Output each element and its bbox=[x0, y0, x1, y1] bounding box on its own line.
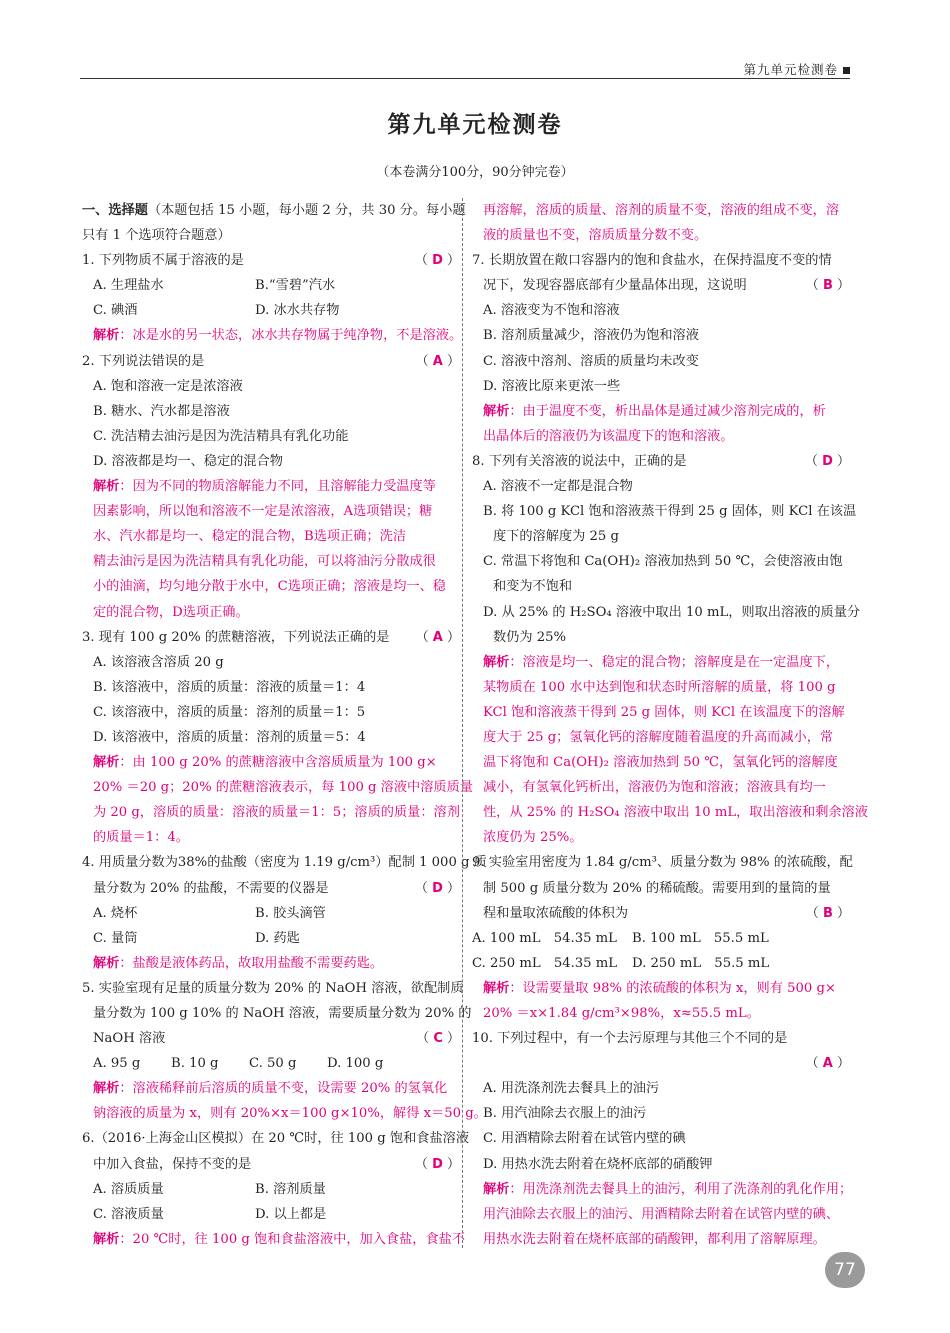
page-title: 第九单元检测卷 bbox=[387, 112, 563, 138]
explanation bbox=[82, 474, 460, 499]
option: B.“雪碧”汽水 bbox=[255, 278, 336, 294]
explanation-text: 钠溶液的质量为 x，则有 20%×x＝100 g×10%，解得 x＝50 g。 bbox=[93, 1106, 487, 1122]
answer-letter: D bbox=[432, 253, 443, 269]
explanation-text: 性，从 25% 的 H₂SO₄ 溶液中取出 10 mL，取出溶液和剩余溶液 bbox=[483, 805, 868, 821]
question-stem bbox=[82, 850, 487, 875]
answer-bracket: （ D ） bbox=[414, 1156, 460, 1172]
question-text: 程和量取浓硫酸的体积为 bbox=[483, 905, 629, 921]
option: A. 烧杯 bbox=[93, 905, 138, 921]
answer-bracket: （ D ） bbox=[414, 253, 460, 269]
explanation-text: ：溶液是均一、稳定的混合物；溶解度是在一定温度下， bbox=[509, 654, 840, 670]
answer-letter: B bbox=[822, 905, 833, 921]
explanation-text: ：盐酸是液体药品，故取用盐酸不需要药匙。 bbox=[119, 955, 384, 971]
option: A. 该溶液含溶质 20 g bbox=[93, 654, 224, 670]
page-subtitle: （本卷满分100分，90分钟完卷） bbox=[376, 165, 574, 180]
answer-bracket: （ B ） bbox=[805, 278, 850, 294]
square-icon bbox=[843, 67, 850, 74]
question-stem bbox=[82, 1026, 460, 1051]
explanation-text: 度大于 25 g；氢氧化钙的溶解度随着温度的升高而减小，常 bbox=[483, 729, 834, 745]
option-row bbox=[82, 926, 460, 951]
question-stem bbox=[82, 976, 464, 1001]
option: D. 用热水洗去附着在烧杯底部的硝酸钾 bbox=[483, 1156, 713, 1172]
option: A. 溶液不一定都是混合物 bbox=[483, 479, 633, 495]
answer-letter: A bbox=[432, 629, 443, 645]
explanation bbox=[82, 1076, 460, 1101]
question-stem bbox=[82, 1126, 470, 1151]
question-text: 6.（2016·上海金山区模拟）在 20 ℃时，往 100 g 饱和食盐溶液 bbox=[82, 1131, 470, 1147]
explanation-text: 小的油滴，均匀地分散于水中，C选项正确；溶液是均一、稳 bbox=[93, 579, 446, 595]
option: D. 以上都是 bbox=[255, 1206, 327, 1222]
option: C. 碘酒 bbox=[93, 303, 138, 319]
option: C. 该溶液中，溶质的质量：溶剂的质量＝1：5 bbox=[93, 704, 366, 720]
explanation-label: 解析 bbox=[93, 755, 120, 771]
question-stem bbox=[82, 625, 460, 650]
option: B. 胶头滴管 bbox=[255, 905, 326, 921]
option: C. 50 g bbox=[249, 1056, 297, 1072]
explanation bbox=[472, 976, 850, 1001]
question-text: 4. 用质量分数为38%的盐酸（密度为 1.19 g/cm³）配制 1 000 g 质 bbox=[82, 855, 487, 871]
explanation-text: ：由于温度不变，析出晶体是通过减少溶剂完成的，析 bbox=[509, 403, 826, 419]
answer-bracket: （ D ） bbox=[414, 880, 460, 896]
explanation-text: ：20 ℃时，往 100 g 饱和食盐溶液中，加入食盐，食盐不 bbox=[119, 1231, 466, 1247]
option: B. 用汽油除去衣服上的油污 bbox=[483, 1106, 647, 1122]
explanation-text: 定的混合物，D选项正确。 bbox=[93, 604, 249, 620]
option: B. 溶剂质量 bbox=[255, 1181, 326, 1197]
option: C. 溶液质量 bbox=[93, 1206, 164, 1222]
explanation-text: ：因为不同的物质溶解能力不同，且溶解能力受温度等 bbox=[119, 479, 436, 495]
question-stem bbox=[82, 876, 460, 901]
explanation-text: 20% ＝20 g；20% 的蔗糖溶液表示，每 100 g 溶液中溶质质量 bbox=[93, 780, 473, 796]
question-text: 5. 实验室现有足量的质量分数为 20% 的 NaOH 溶液，欲配制质 bbox=[82, 980, 464, 996]
option: A. 溶质质量 bbox=[93, 1181, 164, 1197]
option-row bbox=[82, 1177, 460, 1202]
explanation-text: 减小，有氢氧化钙析出，溶液仍为饱和溶液；溶液具有均一 bbox=[483, 780, 826, 796]
explanation-text: ：溶液稀释前后溶质的质量不变，设需要 20% 的氢氧化 bbox=[119, 1081, 448, 1097]
question-stem bbox=[472, 876, 850, 901]
option: C. 250 mL 54.35 mL bbox=[472, 955, 618, 971]
explanation-text: 温下将饱和 Ca(OH)₂ 溶液加热到 50 ℃，氢氧化钙的溶解度 bbox=[483, 755, 838, 771]
explanation-label: 解析 bbox=[483, 403, 510, 419]
explanation-text: 水、汽水都是均一、稳定的混合物，B选项正确；洗洁 bbox=[93, 529, 407, 545]
option: A. 生理盐水 bbox=[93, 278, 164, 294]
option-row bbox=[82, 298, 460, 323]
answer-bracket: （ D ） bbox=[804, 453, 850, 469]
explanation-label: 解析 bbox=[483, 1181, 510, 1197]
explanation-label: 解析 bbox=[93, 955, 120, 971]
explanation-text: 液的质量也不变，溶质质量分数不变。 bbox=[483, 228, 708, 244]
option: D. 250 mL 55.5 mL bbox=[632, 955, 770, 971]
explanation-text: ：由 100 g 20% 的蔗糖溶液中含溶质质量为 100 g× bbox=[119, 755, 437, 771]
question-text: 2. 下列说法错误的是 bbox=[82, 353, 205, 369]
option: D. 溶液比原来更浓一些 bbox=[483, 378, 621, 394]
question-stem bbox=[472, 248, 850, 273]
question-stem bbox=[82, 1001, 472, 1026]
option-row bbox=[82, 1051, 460, 1076]
explanation-label: 解析 bbox=[483, 654, 510, 670]
option-row bbox=[472, 926, 850, 951]
option: B. 糖水、汽水都是溶液 bbox=[93, 403, 230, 419]
question-text: 量分数为 100 g 10% 的 NaOH 溶液，需要质量分数为 20% 的 bbox=[93, 1006, 472, 1021]
explanation-text: 20% ＝x×1.84 g/cm³×98%，x≈55.5 mL。 bbox=[483, 1006, 760, 1021]
answer-bracket: （ C ） bbox=[416, 1031, 460, 1047]
explanation-text: 再溶解，溶质的质量、溶剂的质量不变，溶液的组成不变，溶 bbox=[483, 203, 840, 218]
answer-letter: A bbox=[822, 1056, 833, 1072]
question-text: 况下，发现容器底部有少量晶体出现，这说明 bbox=[483, 278, 747, 294]
option: C. 常温下将饱和 Ca(OH)₂ 溶液加热到 50 ℃，会使溶液由饱 bbox=[483, 554, 843, 570]
explanation bbox=[472, 650, 850, 675]
explanation-label: 解析 bbox=[93, 1231, 120, 1247]
question-text: 7. 长期放置在敞口容器内的饱和食盐水，在保持温度不变的情 bbox=[472, 253, 832, 269]
option: B. 100 mL 55.5 mL bbox=[632, 930, 769, 946]
option: D. 100 g bbox=[327, 1056, 384, 1072]
option: D. 溶液都是均一、稳定的混合物 bbox=[93, 453, 283, 469]
option: C. 洗洁精去油污是因为洗洁精具有乳化功能 bbox=[93, 428, 349, 444]
option: B. 溶剂质量减少，溶液仍为饱和溶液 bbox=[483, 328, 699, 344]
question-stem bbox=[82, 349, 460, 374]
answer-letter: B bbox=[822, 278, 833, 294]
option: B. 该溶液中，溶质的质量：溶液的质量＝1：4 bbox=[93, 679, 366, 695]
option: D. 从 25% 的 H₂SO₄ 溶液中取出 10 mL，则取出溶液的质量分 bbox=[483, 604, 861, 620]
answer-bracket: （ A ） bbox=[415, 353, 460, 369]
explanation-text: 浓度仍为 25%。 bbox=[483, 830, 583, 846]
header-title: 第九单元检测卷 bbox=[743, 60, 850, 78]
option: C. 用酒精除去附着在试管内壁的碘 bbox=[483, 1131, 686, 1147]
question-stem bbox=[472, 901, 850, 926]
option-row bbox=[82, 901, 460, 926]
option: A. 95 g bbox=[93, 1056, 141, 1072]
question-stem bbox=[82, 248, 460, 273]
question-text: 8. 下列有关溶液的说法中，正确的是 bbox=[472, 453, 687, 469]
question-text: 中加入食盐，保持不变的是 bbox=[93, 1156, 252, 1172]
option-row bbox=[82, 1202, 460, 1227]
option: A. 饱和溶液一定是浓溶液 bbox=[93, 378, 243, 394]
question-text: 1. 下列物质不属于溶液的是 bbox=[82, 253, 244, 269]
question-text: 3. 现有 100 g 20% 的蔗糖溶液，下列说法正确的是 bbox=[82, 629, 390, 645]
option: A. 100 mL 54.35 mL bbox=[472, 930, 617, 946]
explanation-text: 用汽油除去衣服上的油污、用酒精除去附着在试管内壁的碘、 bbox=[483, 1206, 840, 1222]
question-text: 制 500 g 质量分数为 20% 的稀硫酸。需要用到的量筒的量 bbox=[483, 880, 831, 896]
explanation-text: 的质量＝1：4。 bbox=[93, 830, 189, 846]
section-heading bbox=[82, 198, 466, 223]
explanation-label: 解析 bbox=[483, 980, 510, 996]
question-stem bbox=[472, 273, 850, 298]
explanation bbox=[82, 1227, 466, 1252]
explanation-text: 为 20 g，溶质的质量：溶液的质量＝1：5；溶质的质量：溶剂 bbox=[93, 805, 460, 821]
explanation-label: 解析 bbox=[93, 479, 120, 495]
option: B. 10 g bbox=[171, 1056, 219, 1072]
section-label: 一、选择题 bbox=[82, 203, 148, 218]
question-text: 9. 实验室用密度为 1.84 g/cm³、质量分数为 98% 的浓硫酸，配 bbox=[472, 855, 853, 871]
answer-letter: C bbox=[433, 1031, 443, 1047]
explanation-text: 因素影响，所以饱和溶液不一定是浓溶液，A选项错误；糖 bbox=[93, 504, 433, 520]
question-stem bbox=[472, 449, 850, 474]
explanation bbox=[472, 399, 850, 424]
answer-letter: D bbox=[432, 880, 443, 896]
explanation-text: ：用洗涤剂洗去餐具上的油污，利用了洗涤剂的乳化作用； bbox=[509, 1181, 853, 1197]
instruction-text: 只有 1 个选项符合题意） bbox=[82, 228, 231, 244]
question-text: 10. 下列过程中，有一个去污原理与其他三个不同的是 bbox=[472, 1031, 788, 1047]
option: D. 冰水共存物 bbox=[255, 303, 340, 319]
option-continuation: 数仍为 25% bbox=[493, 629, 567, 645]
question-text: NaOH 溶液 bbox=[93, 1031, 166, 1047]
option: D. 药匙 bbox=[255, 930, 300, 946]
option: A. 溶液变为不饱和溶液 bbox=[483, 303, 620, 319]
explanation-text: 用热水洗去附着在烧杯底部的硝酸钾，都利用了溶解原理。 bbox=[483, 1231, 826, 1247]
explanation-text: ：设需要量取 98% 的浓硫酸的体积为 x，则有 500 g× bbox=[509, 980, 836, 996]
explanation-label: 解析 bbox=[93, 1081, 120, 1097]
explanation-text: KCl 饱和溶液蒸干得到 25 g 固体，则 KCl 在该温度下的溶解 bbox=[483, 704, 845, 720]
answer-letter: D bbox=[822, 453, 833, 469]
option: D. 该溶液中，溶质的质量：溶剂的质量＝5：4 bbox=[93, 729, 366, 745]
option: B. 将 100 g KCl 饱和溶液蒸干得到 25 g 固体，则 KCl 在该温 bbox=[483, 504, 857, 520]
explanation-text: 出晶体后的溶液仍为该温度下的饱和溶液。 bbox=[483, 428, 734, 444]
option: A. 用洗涤剂洗去餐具上的油污 bbox=[483, 1081, 660, 1097]
explanation bbox=[82, 951, 460, 976]
option: C. 量筒 bbox=[93, 930, 138, 946]
explanation-text: ：冰是水的另一状态，冰水共存物属于纯净物，不是溶液。 bbox=[119, 328, 463, 344]
answer-line bbox=[472, 1051, 850, 1076]
explanation bbox=[472, 1177, 853, 1202]
explanation-label: 解析 bbox=[93, 328, 120, 344]
explanation-text: 某物质在 100 水中达到饱和状态时所溶解的质量，将 100 g bbox=[483, 679, 836, 695]
section-instructions: （本题包括 15 小题，每小题 2 分，共 30 分。每小题 bbox=[147, 203, 466, 218]
column-divider bbox=[462, 198, 463, 1248]
option-continuation: 度下的溶解度为 25 g bbox=[493, 529, 619, 545]
option-row bbox=[82, 273, 460, 298]
explanation bbox=[82, 750, 460, 775]
answer-bracket: （ A ） bbox=[805, 1056, 850, 1072]
option-row bbox=[472, 951, 850, 976]
question-stem bbox=[472, 1026, 850, 1051]
explanation-text: 精去油污是因为洗洁精具有乳化功能，可以将油污分散成很 bbox=[93, 554, 436, 570]
explanation bbox=[82, 323, 463, 348]
answer-letter: A bbox=[432, 353, 443, 369]
option: C. 溶液中溶剂、溶质的质量均未改变 bbox=[483, 353, 699, 369]
left-column bbox=[82, 198, 487, 1252]
answer-bracket: （ B ） bbox=[805, 905, 850, 921]
question-stem bbox=[82, 1152, 460, 1177]
option-continuation: 和变为不饱和 bbox=[493, 579, 573, 595]
question-text: 量分数为 20% 的盐酸，不需要的仪器是 bbox=[93, 880, 329, 896]
question-stem bbox=[472, 850, 853, 875]
right-column bbox=[472, 198, 868, 1252]
answer-letter: D bbox=[432, 1156, 443, 1172]
answer-bracket: （ A ） bbox=[415, 629, 460, 645]
page-number: 77 bbox=[825, 1252, 865, 1288]
running-header bbox=[80, 56, 850, 79]
